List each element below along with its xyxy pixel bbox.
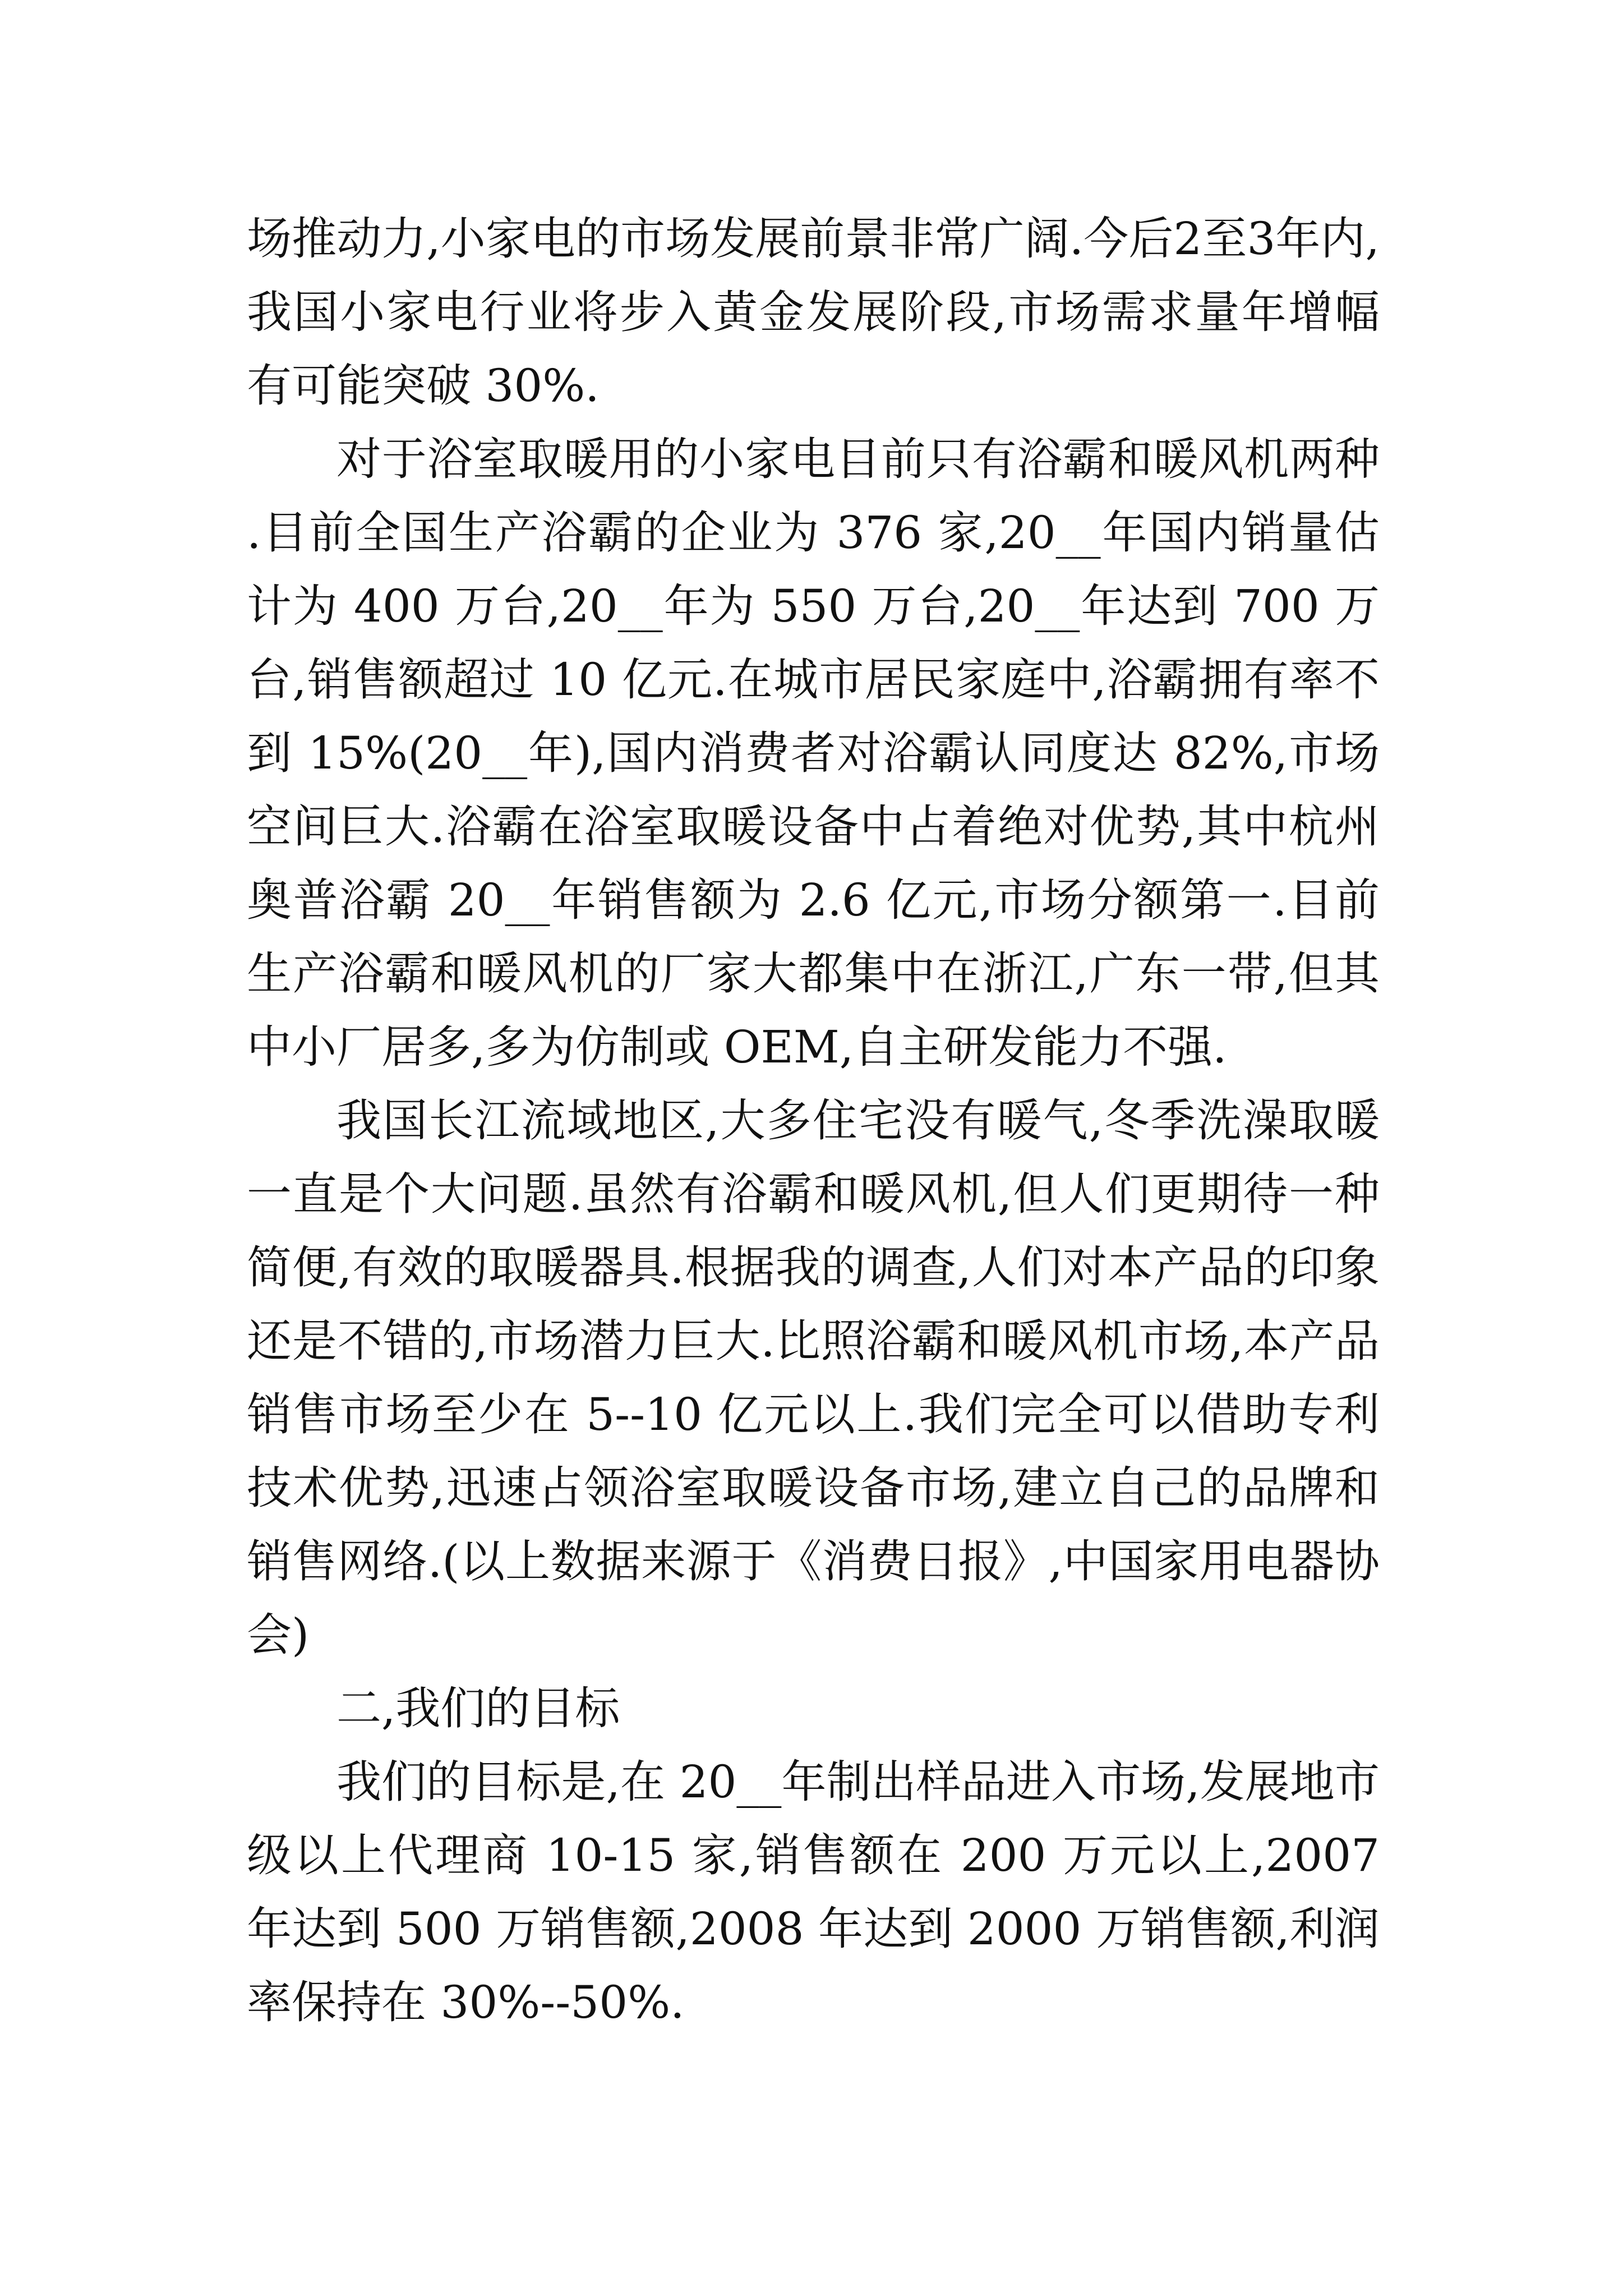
paragraph-market-potential: 我国长江流域地区,大多住宅没有暖气,冬季洗澡取暖一直是个大问题.虽然有浴霸和暖风机,但人们更期待一种简便,有效的取暖器具.根据我的调查,人们对本产品的印象还是不错的,市场潜力巨大.比照浴霸和暖风机市场,本产品销售市场至少在 5--10 亿元以上.我们完全可以借助专利技术优势,迅速占领浴室取暖设备市场,建立自己的品牌和销售网络.(以上数据来源于《消费日报》,中国家用电器协会)	[247, 1094, 1380, 1661]
paragraph-bath-heater-market: 对于浴室取暖用的小家电目前只有浴霸和暖风机两种.目前全国生产浴霸的企业为 376 家,20__年国内销量估计为 400 万台,20__年为 550 万台,20__年达到 700 万台,销售额超过 10 亿元.在城市居民家庭中,浴霸拥有率不到 15%(20__年),国内消费者对浴霸认同度达 82%,市场空间巨大.浴霸在浴室取暖设备中占着绝对优势,其中杭州奥普浴霸 20__年销售额为 2.6 亿元,市场分额第一.目前生产浴霸和暖风机的厂家大都集中在浙江,广东一带,但其中小厂居多,多为仿制或 OEM,自主研发能力不强.	[247, 433, 1380, 1073]
paragraph-market-outlook: 场推动力,小家电的市场发展前景非常广阔.今后2至3年内,我国小家电行业将步入黄金发展阶段,市场需求量年增幅有可能突破 30%.	[247, 213, 1380, 412]
document-body	[247, 202, 1380, 2039]
section-heading-goals: 二,我们的目标	[336, 1682, 620, 1734]
paragraph-goals: 我们的目标是,在 20__年制出样品进入市场,发展地市级以上代理商 10-15 家,销售额在 200 万元以上,2007 年达到 500 万销售额,2008 年达到 2000 万销售额,利润率保持在 30%--50%.	[247, 1756, 1380, 2028]
